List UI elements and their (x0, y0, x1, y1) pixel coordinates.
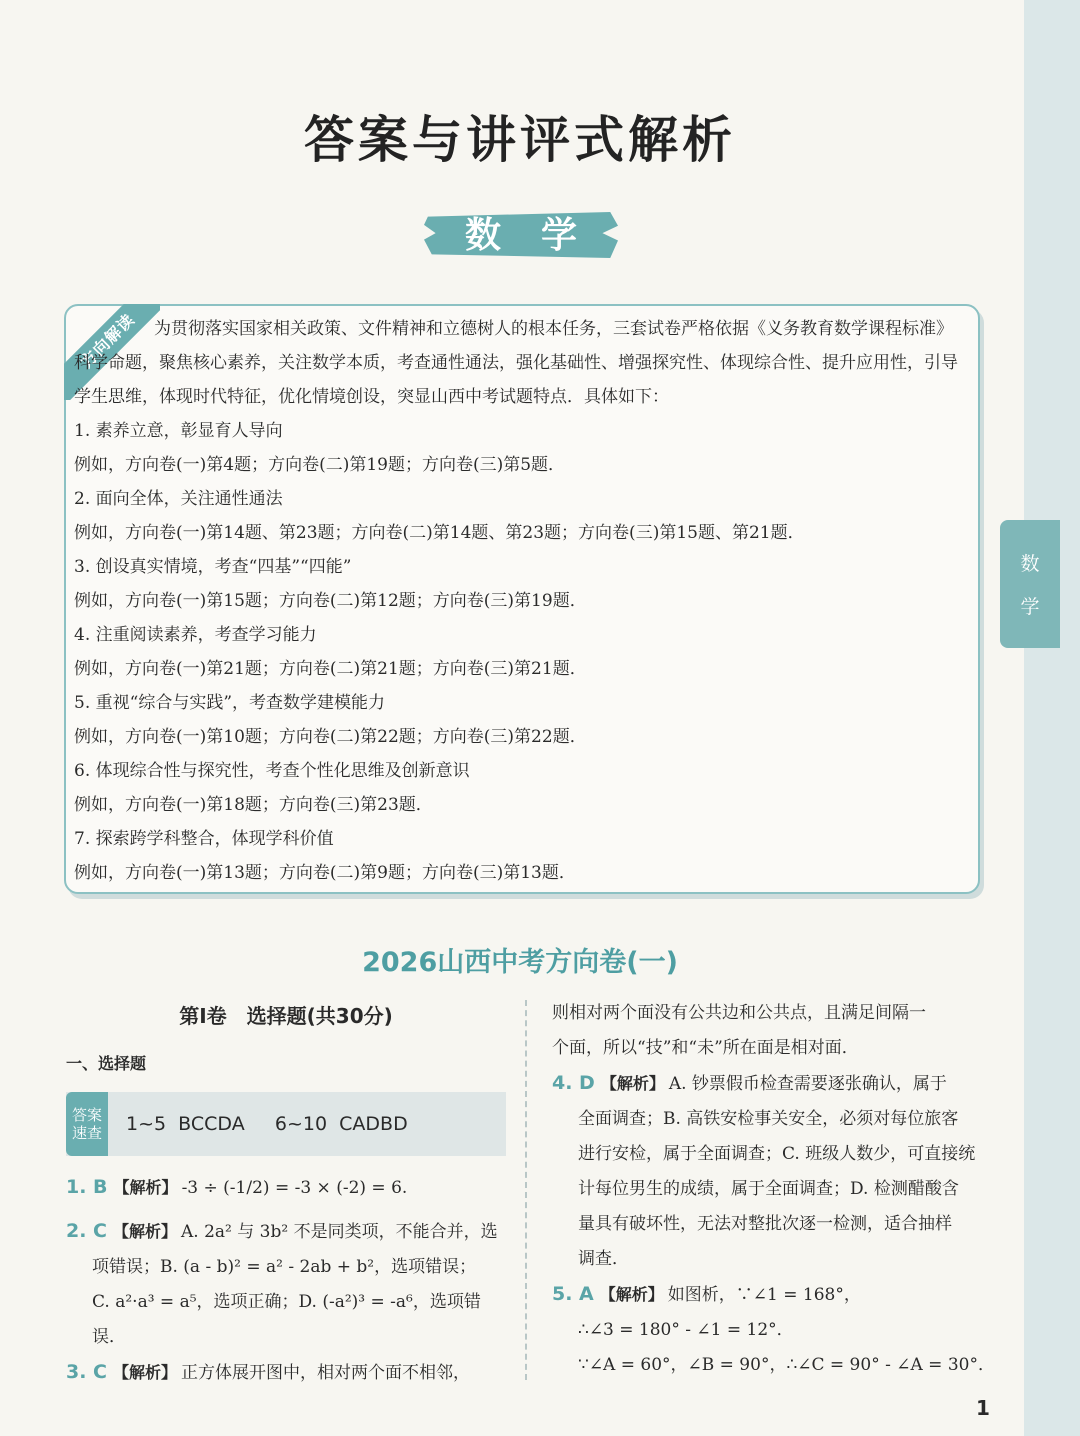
q3-jiexi-label: 【解析】 (113, 1363, 178, 1382)
q4-line-1: A. 钞票假币检查需要逐张确认，属于 (668, 1074, 947, 1094)
q2-line-2: 项错误；B. (a - b)² = a² - 2ab + b²，选项错误； (92, 1257, 477, 1277)
feature-list (74, 414, 964, 890)
q4-line-6: 调查． (578, 1249, 629, 1269)
feature-example-7: 例如，方向卷(一)第13题；方向卷(二)第9题；方向卷(三)第13题． (74, 863, 576, 883)
q5-line-2: ∴∠3 = 180° - ∠1 = 12°． (578, 1320, 794, 1340)
q4-line-3: 进行安检，属于全面调查；C. 班级人数少，可直接统 (578, 1144, 976, 1164)
feature-heading-2: 2. 面向全体，关注通性通法 (74, 489, 283, 509)
left-column (66, 996, 506, 1391)
section-heading: 第Ⅰ卷 选择题(共30分) (179, 1004, 393, 1028)
quick-tag-line-2: 速查 (71, 1124, 102, 1142)
feature-heading-1: 1. 素养立意，彰显育人导向 (74, 421, 283, 441)
feature-heading-6: 6. 体现综合性与探究性，考查个性化思维及创新意识 (74, 761, 470, 781)
q4-number: 4. D (552, 1072, 595, 1094)
quick-tag-line-1: 答案 (71, 1106, 102, 1124)
side-tab-char-1: 数 (1020, 553, 1040, 575)
answer-q2 (66, 1214, 506, 1355)
q3-continuation-1: 则相对两个面没有公共边和公共点，且满足间隔一 (552, 1003, 926, 1023)
quick-answer-bar (66, 1092, 506, 1156)
badge-label: 方向解读 (64, 304, 160, 400)
page-edge-strip (1024, 0, 1080, 1436)
subject-banner (424, 206, 618, 262)
feature-heading-4: 4. 注重阅读素养，考查学习能力 (74, 625, 317, 645)
answer-q3 (66, 1355, 506, 1391)
q1-jiexi-label: 【解析】 (113, 1178, 178, 1197)
subject-label: 数学 (464, 215, 617, 256)
q5-jiexi-label: 【解析】 (599, 1285, 664, 1304)
intro-paragraph: 为贯彻落实国家相关政策、文件精神和立德树人的根本任务，三套试卷严格依据《义务教育数学课程标准》科学命题，聚焦核心素养，关注数学本质，考查通性通法，强化基础性、增强探究性、体现综合性、提升应用性，引导学生思维，体现时代特征，优化情境创设，突显山西中考试题特点．具体如下： (74, 319, 958, 407)
q4-line-2: 全面调查；B. 高铁安检事关安全，必须对每位旅客 (578, 1109, 959, 1129)
q3-line-1: 正方体展开图中，相对两个面不相邻， (181, 1363, 471, 1383)
quick-answers: 1~5 BCCDA 6~10 CADBD (126, 1113, 408, 1135)
q2-number: 2. C (66, 1220, 107, 1242)
feature-example-4: 例如，方向卷(一)第21题；方向卷(二)第21题；方向卷(三)第21题． (74, 659, 587, 679)
q2-jiexi-label: 【解析】 (113, 1222, 178, 1241)
subsection-heading: 一、选择题 (66, 1054, 147, 1073)
column-divider (525, 1000, 527, 1380)
right-column (552, 996, 996, 1383)
q4-line-5: 量具有破坏性，无法对整批次逐一检测，适合抽样 (578, 1214, 952, 1234)
answer-q5 (552, 1277, 996, 1383)
feature-heading-3: 3. 创设真实情境，考查“四基”“四能” (74, 557, 352, 577)
direction-interpretation-box (64, 304, 980, 894)
answer-q1 (66, 1170, 506, 1206)
page-number: 1 (976, 1396, 990, 1420)
q1-text: -3 ÷ (-1/2) = -3 × (-2) = 6. (181, 1178, 408, 1198)
feature-example-5: 例如，方向卷(一)第10题；方向卷(二)第22题；方向卷(三)第22题． (74, 727, 587, 747)
quick-answer-tag (66, 1092, 108, 1156)
q2-line-3: C. a²·a³ = a⁵，选项正确；D. (-a²)³ = -a⁶，选项错误． (92, 1292, 481, 1347)
feature-example-3: 例如，方向卷(一)第15题；方向卷(二)第12题；方向卷(三)第19题． (74, 591, 587, 611)
exam-title: 2026山西中考方向卷(一) (362, 947, 678, 978)
q1-number: 1. B (66, 1176, 108, 1198)
answer-q4 (552, 1066, 996, 1277)
feature-heading-7: 7. 探索跨学科整合，体现学科价值 (74, 829, 334, 849)
q5-number: 5. A (552, 1283, 594, 1305)
q3-continuation-2: 个面，所以“技”和“未”所在面是相对面． (552, 1038, 859, 1058)
q2-line-1: A. 2a² 与 3b² 不是同类项，不能合并，选 (181, 1222, 498, 1242)
feature-example-2: 例如，方向卷(一)第14题、第23题；方向卷(二)第14题、第23题；方向卷(三)第15题、第21题． (74, 523, 805, 543)
q4-line-4: 计每位男生的成绩，属于全面调查；D. 检测醋酸含 (578, 1179, 959, 1199)
subject-side-tab (1000, 520, 1060, 648)
q5-line-3: ∵∠A = 60°，∠B = 90°，∴∠C = 90° - ∠A = 30°． (578, 1355, 995, 1375)
feature-example-6: 例如，方向卷(一)第18题；方向卷(三)第23题． (74, 795, 433, 815)
feature-heading-5: 5. 重视“综合与实践”，考查数学建模能力 (74, 693, 386, 713)
side-tab-char-2: 学 (1020, 596, 1040, 618)
q3-number: 3. C (66, 1361, 107, 1383)
q5-line-1: 如图析，∵∠1 = 168°， (667, 1285, 861, 1305)
page-title: 答案与讲评式解析 (304, 111, 736, 169)
q4-jiexi-label: 【解析】 (600, 1074, 665, 1093)
feature-example-1: 例如，方向卷(一)第4题；方向卷(二)第19题；方向卷(三)第5题． (74, 455, 566, 475)
